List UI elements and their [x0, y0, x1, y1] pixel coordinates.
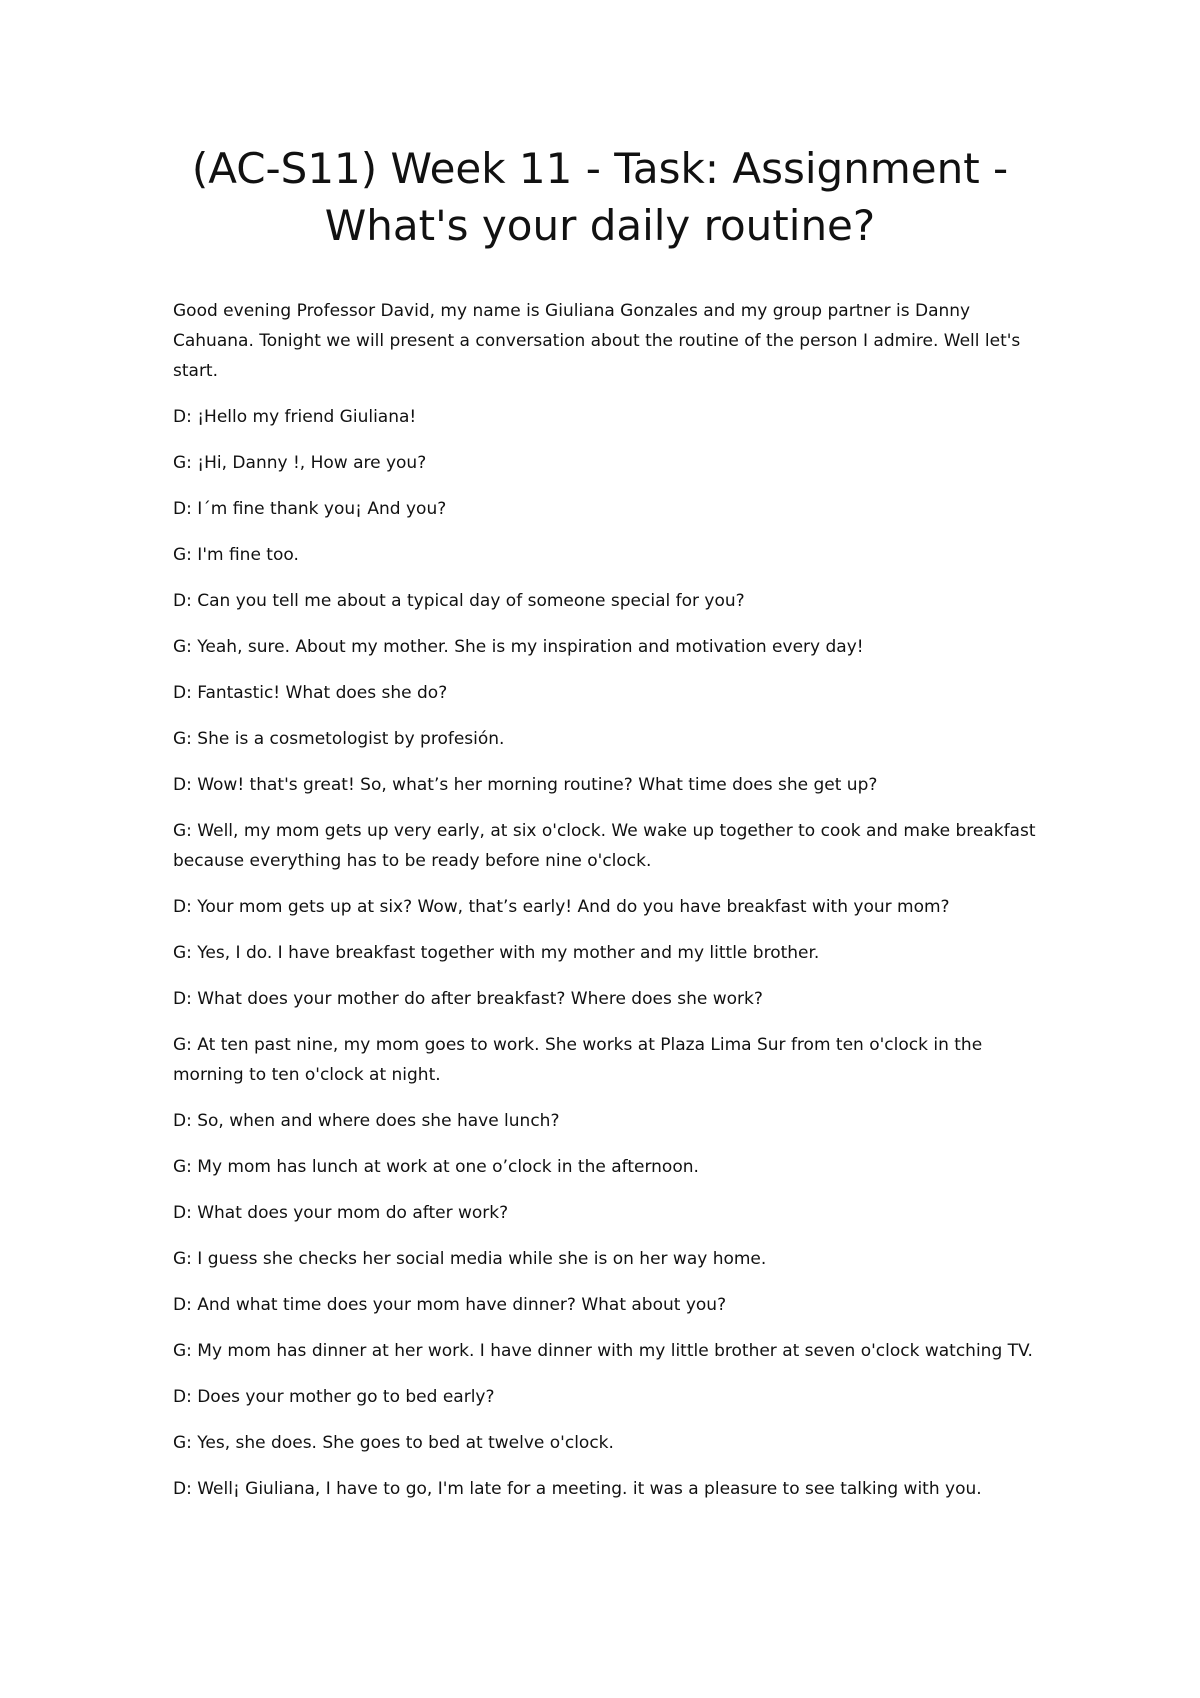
document-body — [173, 296, 1043, 1520]
dialogue-line: G: She is a cosmetologist by profesión. — [173, 729, 505, 749]
title-line-2: What's your daily routine? — [324, 201, 876, 250]
dialogue-line: G: I'm fine too. — [173, 545, 299, 565]
dialogue-line: D: Wow! that's great! So, what’s her morning routine? What time does she get up? — [173, 775, 878, 795]
dialogue-line: D: Well¡ Giuliana, I have to go, I'm late for a meeting. it was a pleasure to see talking with you. — [173, 1479, 982, 1499]
dialogue-line: D: Can you tell me about a typical day of someone special for you? — [173, 591, 745, 611]
document-title — [100, 140, 1100, 254]
dialogue-line: D: Does your mother go to bed early? — [173, 1387, 495, 1407]
dialogue-line: D: I´m fine thank you¡ And you? — [173, 499, 447, 519]
dialogue-line: G: My mom has dinner at her work. I have dinner with my little brother at seven o'clock watching TV. — [173, 1341, 1033, 1361]
dialogue-line: D: ¡Hello my friend Giuliana! — [173, 407, 417, 427]
dialogue-line: G: Yes, she does. She goes to bed at twelve o'clock. — [173, 1433, 614, 1453]
dialogue-line: D: Your mom gets up at six? Wow, that’s early! And do you have breakfast with your mom? — [173, 897, 950, 917]
dialogue-line: G: I guess she checks her social media while she is on her way home. — [173, 1249, 767, 1269]
dialogue-line: D: Fantastic! What does she do? — [173, 683, 448, 703]
dialogue-line: D: What does your mom do after work? — [173, 1203, 509, 1223]
dialogue-line: G: Well, my mom gets up very early, at six o'clock. We wake up together to cook and make breakfast because everything has to be ready before nine o'clock. — [173, 821, 1036, 871]
intro-paragraph: Good evening Professor David, my name is Giuliana Gonzales and my group partner is Danny Cahuana. Tonight we will present a conversation about the routine of the person I admire. Well let's start. — [173, 301, 1021, 381]
title-line-1: (AC-S11) Week 11 - Task: Assignment - — [191, 144, 1009, 193]
dialogue-line: G: My mom has lunch at work at one o’clock in the afternoon. — [173, 1157, 699, 1177]
dialogue-line: G: At ten past nine, my mom goes to work. She works at Plaza Lima Sur from ten o'clock in the morning to ten o'clock at night. — [173, 1035, 983, 1085]
dialogue-line: D: What does your mother do after breakfast? Where does she work? — [173, 989, 763, 1009]
dialogue-line: G: Yes, I do. I have breakfast together with my mother and my little brother. — [173, 943, 820, 963]
dialogue-line: G: Yeah, sure. About my mother. She is my inspiration and motivation every day! — [173, 637, 864, 657]
dialogue-line: D: And what time does your mom have dinner? What about you? — [173, 1295, 727, 1315]
dialogue-line: G: ¡Hi, Danny !, How are you? — [173, 453, 427, 473]
dialogue-line: D: So, when and where does she have lunch? — [173, 1111, 560, 1131]
